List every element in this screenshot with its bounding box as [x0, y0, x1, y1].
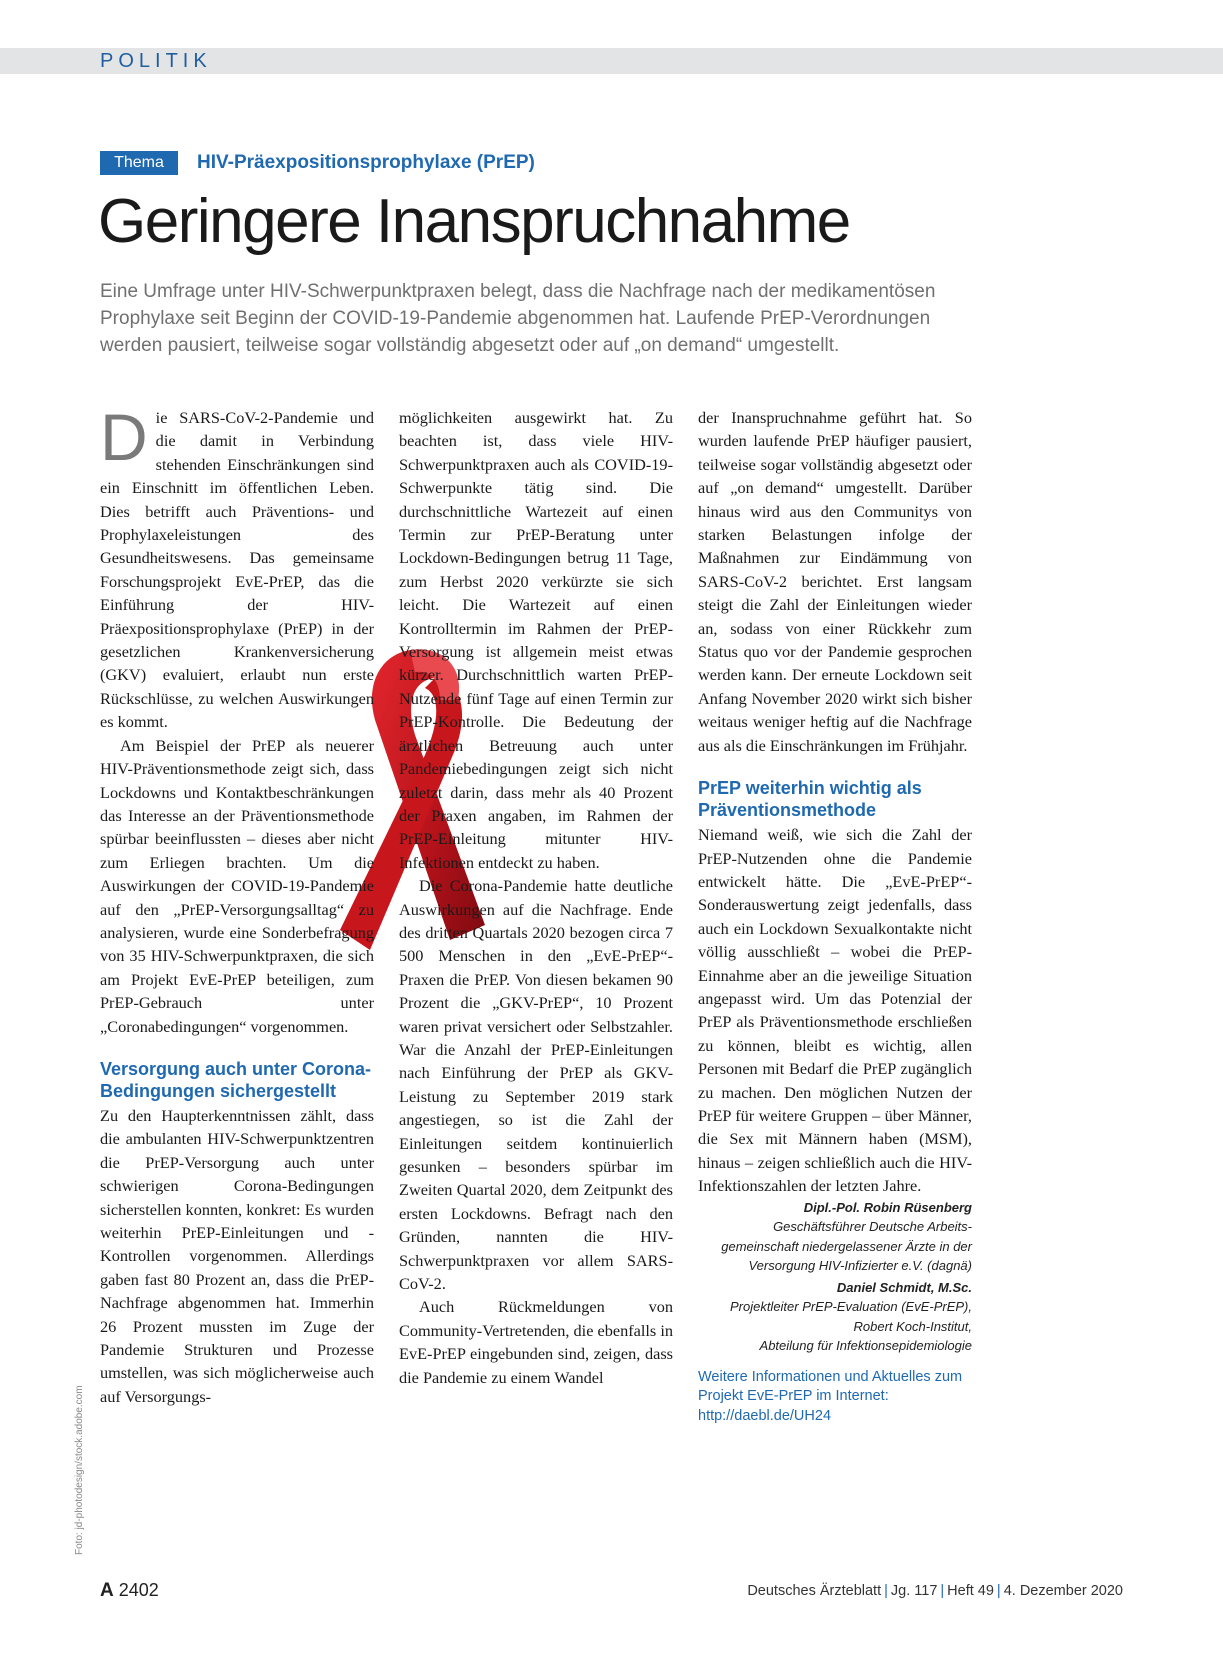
- volume: Jg. 117: [890, 1583, 938, 1599]
- paragraph-3-continued: möglichkeiten ausgewirkt hat. Zu beachten ist, dass viele HIV-Schwerpunktpraxen auch als COVID-19-Schwerpunkte tätig sind. Die durchschnittliche Wartezeit auf einen Termin zur PrEP-Beratung unter Lockdown-Bedingungen betrug 11 Tage, zum Herbst 2020 verkürzte sie sich leicht. Die Wartezeit auf einen Kontrolltermin im Rahmen der PrEP-Versorgung ist allgemein meist etwas kürzer. Durchschnittlich warten PrEP-Nutzende fünf Tage auf einen Termin zur PrEP-Kontrolle. Die Bedeutung der ärztlichen Betreuung auch unter Pandemiebedingungen zeigt sich nicht zuletzt darin, dass mehr als 40 Prozent der Praxen angaben, im Rahmen der PrEP-Einleitung mitunter HIV-Infektionen entdeckt zu haben.: [399, 408, 673, 872]
- issue-date: 4. Dezember 2020: [1003, 1583, 1123, 1599]
- paragraph-2: Am Beispiel der PrEP als neuerer HIV-Präventionsmethode zeigt sich, dass Lockdowns und Kontaktbeschränkungen das Interesse an der Präventionsmethode spürbar beeinflussten – dieses aber nicht zum Erliegen brachten. Um die Auswirkungen der COVID-19-Pandemie auf den „PrEP-Versorgungsalltag“ zu analysieren, wurde eine Sonderbefragung von 35 HIV-Schwerpunktpraxen, die sich am Projekt EvE-PrEP beteiligen, zum PrEP-Gebrauch unter „Coronabedingungen“ vorgenommen.: [100, 735, 374, 1036]
- author-1-name: Dipl.-Pol. Robin Rüsenberg: [803, 1199, 972, 1215]
- photo-credit: Foto: jd-photodesign/stock.adobe.com: [74, 1385, 85, 1555]
- more-info-link[interactable]: http://daebl.de/UH24: [698, 1407, 832, 1424]
- headline: Geringere Inanspruchnahme: [98, 187, 850, 256]
- intro-paragraph: ie SARS-CoV-2-Pandemie und die damit in Verbindung stehenden Einschränkungen sind ein Einschnitt im öffentlichen Leben. Dies betrifft auch Präventions- und Prophylaxeleistungen des Gesundheitswesens. Das gemeinsame Forschungsprojekt EvE-PrEP, das die Einführung der HIV-Präexpositionsprophylaxe (PrEP) in der gesetzlichen Krankenversicherung (GKV) evaluiert, erlaubt nun erste Rückschlüsse, zu welchen Auswirkungen es kommt.: [100, 408, 374, 732]
- more-info-line-2: Projekt EvE-PrEP im Internet:: [698, 1388, 889, 1405]
- thema-badge: Thema: [100, 151, 178, 175]
- column-2: [399, 406, 673, 1389]
- paragraph-6: Niemand weiß, wie sich die Zahl der PrEP-Nutzenden ohne die Pandemie entwickelt hätte. Die „EvE-PrEP“-Sonderauswertung zeigt jedenfalls, dass auch ein Lockdown Sexualkontakte nicht völlig ausschließt – wobei die PrEP-Einnahme aber an die jeweilige Situation angepasst wird. Um das Potenzial der PrEP als Präventionsmethode erschließen zu können, bleibt es wichtig, allen Personen mit Bedarf die PrEP zugänglich zu machen. Den möglichen Nutzen der PrEP für weitere Gruppen – über Männer, die Sex mit Männern haben (MSM), hinaus – zeigen schließlich auch die HIV-Infektionszahlen der letzten Jahre.: [698, 825, 972, 1196]
- author-1-role-line-2: gemeinschaft niedergelassener Ärzte in der: [721, 1238, 972, 1254]
- paragraph-3: Zu den Haupterkenntnissen zählt, dass die ambulanten HIV-Schwerpunktzentren die PrEP-Versorgung auch unter schwierigen Corona-Bedingungen sicherstellen konnten, konkret: Es wurden weiterhin PrEP-Einleitungen und -Kontrollen vorgenommen. Allerdings gaben fast 80 Prozent an, dass die PrEP-Nachfrage abgenommen hat. Immerhin 26 Prozent mussten im Zuge der Pandemie Strukturen und Prozesse umstellen, was sich möglicherweise auch auf Versorgungs-: [100, 1105, 374, 1406]
- issue: Heft 49: [947, 1583, 994, 1599]
- author-block: [698, 1198, 972, 1356]
- page-number-value: 2402: [118, 1580, 159, 1600]
- author-1-role-line-1: Geschäftsführer Deutsche Arbeits-: [773, 1219, 972, 1235]
- author-2-role-line-3: Abteilung für Infektionsepidemiologie: [759, 1338, 972, 1354]
- more-info-line-1: Weitere Informationen und Aktuelles zum: [698, 1368, 963, 1385]
- paragraph-4: Die Corona-Pandemie hatte deutliche Auswirkungen auf die Nachfrage. Ende des dritten Quartals 2020 bezogen circa 7 500 Menschen in den „EvE-PrEP“-Praxen die PrEP. Von diesen bekamen 90 Prozent die „GKV-PrEP“, 10 Prozent waren privat versichert oder Selbstzahler. War die Anzahl der PrEP-Einleitungen nach Einführung der PrEP als GKV-Leistung zu September 2019 stark angestiegen, so ist die Zahl der Einleitungen seitdem kontinuierlich gesunken – besonders spürbar im Zweiten Quartal 2020, dem Zeitpunkt des ersten Lockdowns. Befragt nach den Gründen, nannten die HIV-Schwerpunktpraxen vor allem SARS-CoV-2.: [399, 876, 673, 1294]
- page-number: [100, 1580, 159, 1602]
- drop-cap: D: [100, 400, 148, 474]
- more-info-box: [698, 1368, 972, 1427]
- column-1: [100, 400, 374, 1408]
- author-2-role-line-2: Robert Koch-Institut,: [853, 1318, 972, 1334]
- page-prefix: A: [100, 1580, 114, 1601]
- paragraph-5: Auch Rückmeldungen von Community-Vertretenden, die ebenfalls in EvE-PrEP eingebunden sind, zeigen, dass die Pandemie zu einem Wandel: [399, 1297, 673, 1387]
- author-2-name: Daniel Schmidt, M.Sc.: [836, 1279, 972, 1295]
- subheading-2: PrEP weiterhin wichtig als Präventionsmethode: [698, 778, 922, 821]
- author-2-role-line-1: Projektleiter PrEP-Evaluation (EvE-PrEP),: [729, 1299, 972, 1315]
- publication-footer: Deutsches Ärzteblatt | Jg. 117 | Heft 49 | 4. Dezember 2020: [747, 1583, 1123, 1599]
- author-1-role-line-3: Versorgung HIV-Infizierter e.V. (dagnä): [748, 1258, 972, 1274]
- subheading-1: Versorgung auch unter Corona-Bedingungen sichergestellt: [100, 1058, 372, 1101]
- column-3: [698, 406, 972, 1426]
- publication-name: Deutsches Ärzteblatt: [747, 1583, 882, 1599]
- paragraph-5-continued: der Inanspruchnahme geführt hat. So wurden laufende PrEP häufiger pausiert, teilweise sogar vollständig abgesetzt oder auf „on demand“ umgestellt. Darüber hinaus wird aus den Communitys von starken Belastungen infolge der Maßnahmen zur Eindämmung von SARS-CoV-2 berichtet. Erst langsam steigt die Zahl der Einleitungen wieder an, sodass von einer Rückkehr zum Status quo vor der Pandemie gesprochen werden kann. Der erneute Lockdown seit Anfang November 2020 wirkt sich bisher weitaus weniger heftig auf die Nachfrage aus als die Einschränkungen im Frühjahr.: [698, 408, 972, 755]
- lead-paragraph: Eine Umfrage unter HIV-Schwerpunktpraxen belegt, dass die Nachfrage nach der medikamentösen Prophylaxe seit Beginn der COVID-19-Pandemie abgenommen hat. Laufende PrEP-Verordnungen werden pausiert, teilweise sogar vollständig abgesetzt oder auf „on demand“ umgestellt.: [100, 281, 936, 356]
- topic-line: HIV-Präexpositionsprophylaxe (PrEP): [197, 152, 535, 173]
- section-label: POLITIK: [100, 50, 212, 72]
